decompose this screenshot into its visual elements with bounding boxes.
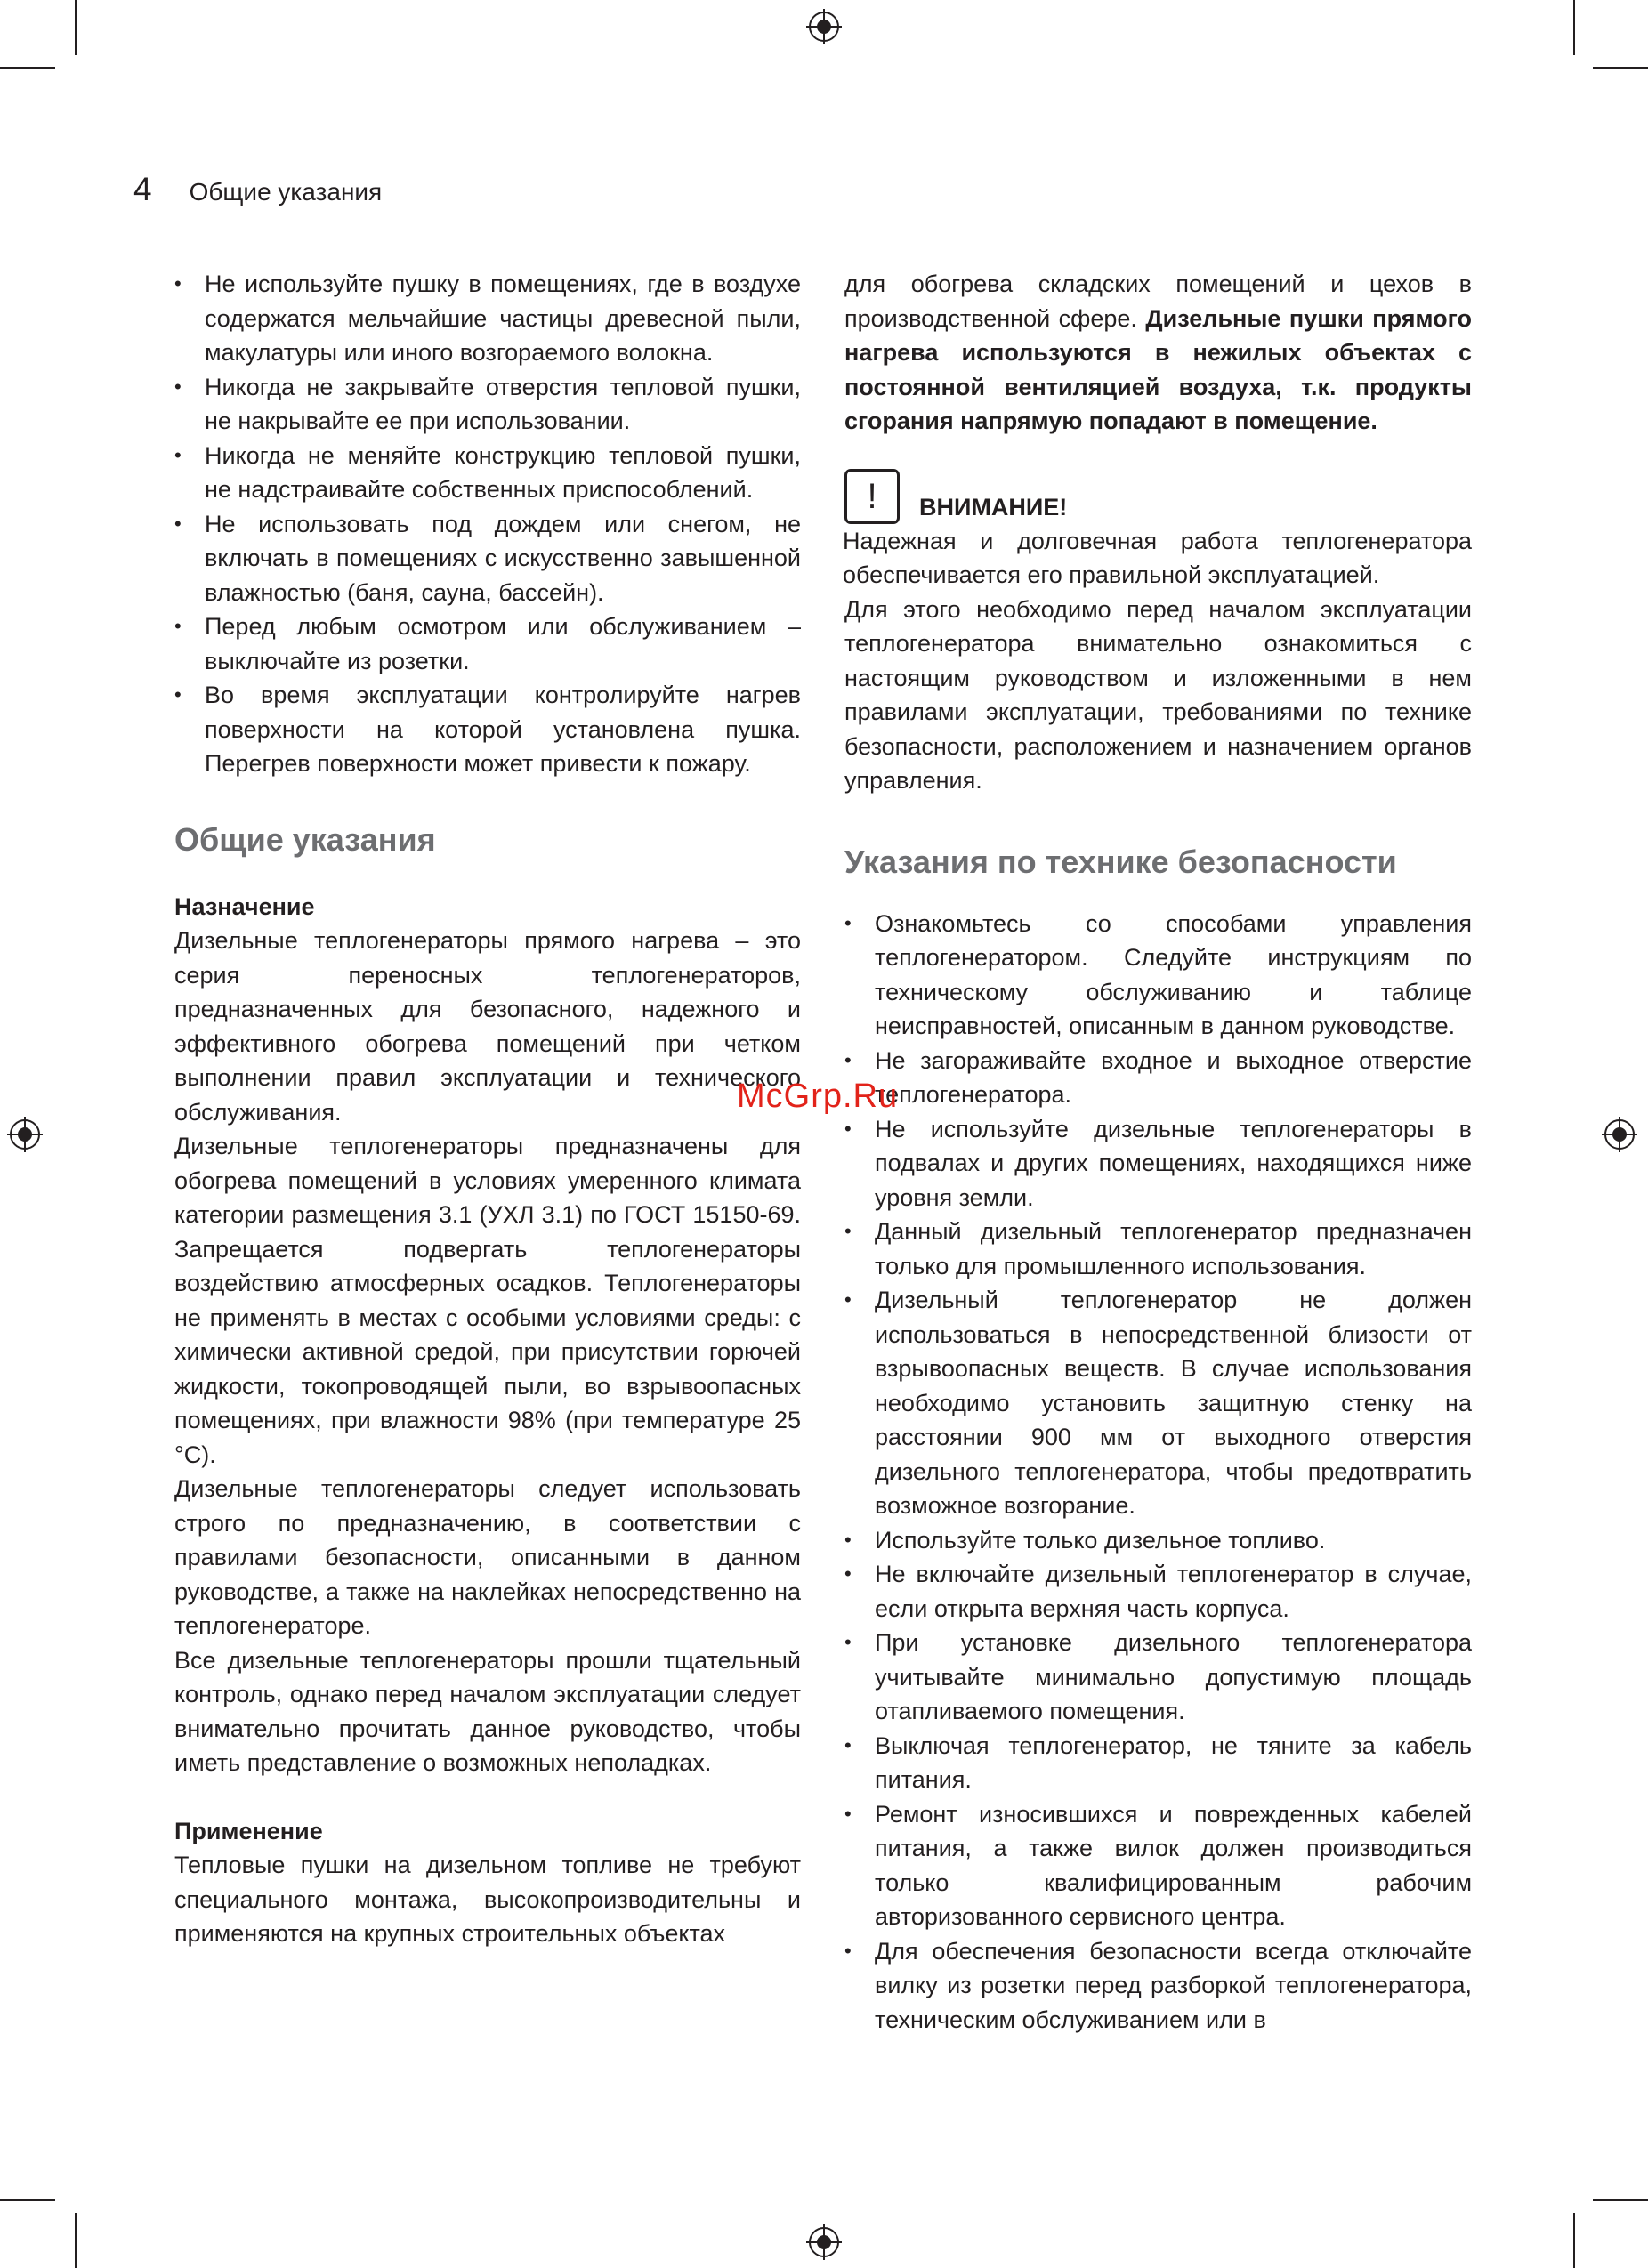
list-item: • Не использовать под дождем или снегом, не включать в помещениях с искусственно завышенной влажностью (баня, сауна, бассейн). (174, 507, 801, 610)
list-item: • Не включайте дизельный теплогенератор в случае, если открыта верхняя часть корпуса. (844, 1557, 1472, 1626)
crop-mark (1573, 0, 1575, 55)
crop-mark (1573, 2213, 1575, 2268)
crop-mark (1593, 67, 1648, 69)
page-header (133, 171, 382, 206)
list-item: • Не используйте пушку в помещениях, где в воздухе содержатся мельчайшие частицы древесной пыли, макулатуры или иного возгораемого волокна. (174, 267, 801, 370)
registration-mark-icon (1602, 1117, 1637, 1152)
continuation-text: для обогрева складских помещений и цехов в производственной сфере. (844, 270, 1472, 332)
registration-mark-icon (806, 9, 842, 44)
warning-header (844, 469, 1472, 524)
watermark: McGrp.Ru (737, 1078, 899, 1115)
crop-mark (0, 67, 55, 69)
list-item: • Дизельный теплогенератор не должен использоваться в непосредственной близости от взрывоопасных веществ. В случае использования необходимо установить защитную стенку на расстоянии 900 мм от выходного отверстия дизельного теплогенератора, чтобы предотвратить возможное возгорание. (844, 1283, 1472, 1523)
right-column (844, 267, 1472, 2037)
crop-mark (75, 0, 77, 55)
list-item: • Не используйте дизельные теплогенераторы в подвалах и других помещениях, находящихся ниже уровня земли. (844, 1112, 1472, 1215)
warning-icon: ! (844, 469, 900, 524)
warning-paragraph: Надежная и долговечная работа теплогенератора обеспечивается его правильной эксплуатацией. (843, 527, 1472, 588)
purpose-paragraph: Все дизельные теплогенераторы прошли тщательный контроль, однако перед началом эксплуатации следует внимательно прочитать данное руководство, чтобы иметь представление о возможных неполадках. (174, 1646, 801, 1776)
purpose-paragraph: Дизельные теплогенераторы следует использовать строго по предназначению, в соответствии с правилами безопасности, описанными в данном руководстве, а также на наклейках непосредственно на теплогенераторе. (174, 1475, 801, 1639)
list-item: • Перед любым осмотром или обслуживанием – выключайте из розетки. (174, 609, 801, 678)
warning-title: ВНИМАНИЕ! (919, 493, 1068, 521)
list-item: • Используйте только дизельное топливо. (844, 1523, 1472, 1558)
sub-heading-purpose: Назначение (174, 892, 315, 920)
registration-mark-icon (806, 2224, 842, 2260)
list-item: • Данный дизельный теплогенератор предназначен только для промышленного использования. (844, 1215, 1472, 1283)
list-item: • Не загораживайте входное и выходное отверстие теплогенератора. (844, 1044, 1472, 1112)
application-paragraph: Тепловые пушки на дизельном топливе не требуют специального монтажа, высокопроизводительны и применяются на крупных строительных объектах (174, 1852, 801, 1947)
list-item: • Никогда не закрывайте отверстия тепловой пушки, не накрывайте ее при использовании. (174, 370, 801, 439)
registration-mark-icon (7, 1117, 43, 1152)
safety-list (844, 907, 1472, 2038)
list-item: • Во время эксплуатации контролируйте нагрев поверхности на которой установлена пушка. Перегрев поверхности может привести к пожару. (174, 678, 801, 781)
purpose-paragraph: Дизельные теплогенераторы прямого нагрева – это серия переносных теплогенераторов, предназначенных для безопасного, надежного и эффективного обогрева помещений при четком выполнении правил эксплуатации и технического обслуживания. (174, 927, 801, 1126)
running-title: Общие указания (189, 178, 383, 206)
list-item: • При установке дизельного теплогенератора учитывайте минимально допустимую площадь отапливаемого помещения. (844, 1626, 1472, 1729)
continuation-bold-text: Дизельные пушки прямого нагрева используются в нежилых объектах с постоянной вентиляцией воздуха, т.к. продукты сгорания напрямую попадают в помещение. (844, 304, 1472, 434)
list-item: • Ремонт износившихся и поврежденных кабелей питания, а также вилок должен производиться только квалифицированным рабочим авторизованного сервисного центра. (844, 1797, 1472, 1934)
section-heading-safety: Указания по технике безопасности (844, 843, 1397, 880)
precautions-list (174, 267, 801, 781)
section-heading-general: Общие указания (174, 820, 436, 858)
list-item: • Ознакомьтесь со способами управления теплогенератором. Следуйте инструкциям по техническому обслуживанию и таблице неисправностей, описанным в данном руководстве. (844, 907, 1472, 1044)
sub-heading-application: Применение (174, 1817, 323, 1844)
crop-mark (75, 2213, 77, 2268)
list-item: • Выключая теплогенератор, не тяните за кабель питания. (844, 1729, 1472, 1797)
list-item: • Для обеспечения безопасности всегда отключайте вилку из розетки перед разборкой теплогенератора, техническим обслуживанием или в (844, 1934, 1472, 2038)
warning-paragraph: Для этого необходимо перед началом эксплуатации теплогенератора внимательно ознакомиться с настоящим руководством и изложенными в нем правилами эксплуатации, требованиями по технике безопасности, расположением и назначением органов управления. (844, 595, 1472, 794)
crop-mark (0, 2199, 55, 2201)
page-number: 4 (133, 171, 152, 207)
crop-mark (1593, 2199, 1648, 2201)
list-item: • Никогда не меняйте конструкцию тепловой пушки, не надстраивайте собственных приспособлений. (174, 439, 801, 507)
continuation-paragraph (844, 267, 1472, 439)
purpose-paragraph: Дизельные теплогенераторы предназначены для обогрева помещений в условиях умеренного климата категории размещения 3.1 (УХЛ 3.1) по ГОСТ 15150-69. Запрещается подвергать теплогенераторы воздействию атмосферных осадков. Теплогенераторы не применять в местах с особыми условиями среды: с химически активной средой, при присутствии горючей жидкости, токопроводящей пыли, во взрывоопасных помещениях, при влажности 98% (при температуре 25 °С). (174, 1133, 801, 1468)
left-column (174, 267, 801, 1951)
